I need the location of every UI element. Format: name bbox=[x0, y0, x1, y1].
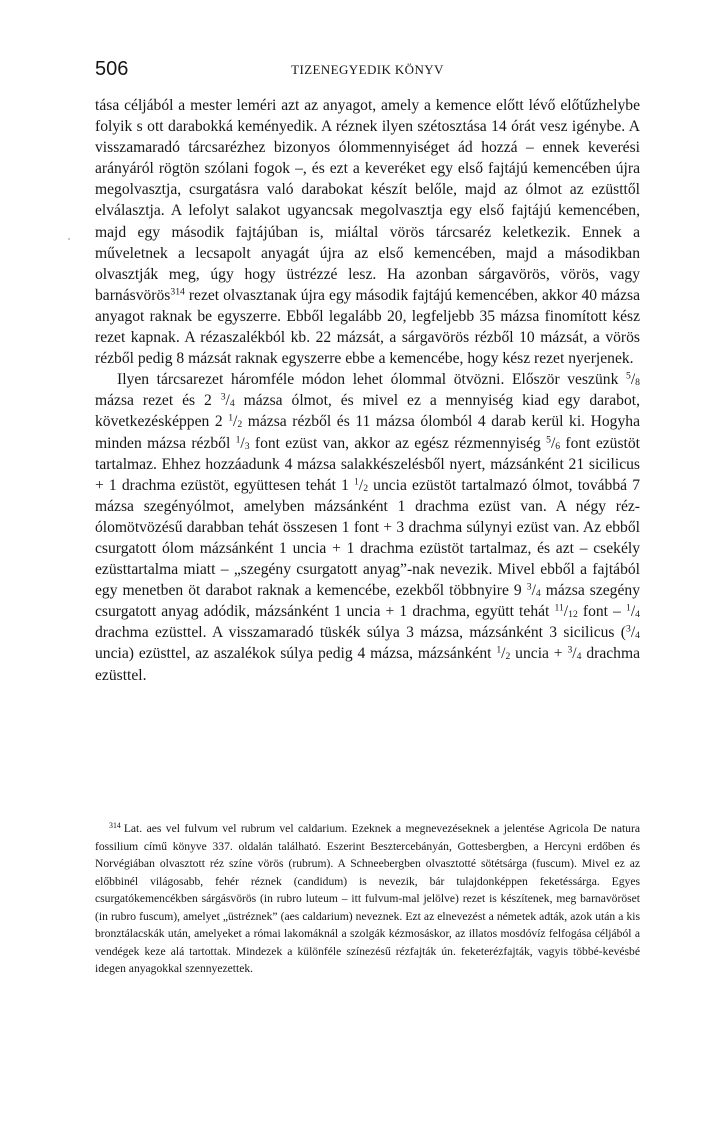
page-header bbox=[95, 58, 640, 80]
paragraph-2 bbox=[95, 369, 640, 685]
p2-text: font – bbox=[577, 603, 626, 621]
fraction-denominator: 4 bbox=[635, 630, 640, 642]
fraction: $^5/_8$ bbox=[626, 370, 640, 389]
fraction-denominator: 8 bbox=[635, 377, 640, 389]
fraction-denominator: 12 bbox=[568, 609, 578, 621]
fraction-numerator: 11 bbox=[554, 602, 564, 614]
paragraph-1-part-a: tása céljából a mester leméri azt az anyagot, amely a kemence előtt lévő előtűzhelybe folyik s ott darabokká keményedik. A réznek ilyen szétosztása 14 órát vesz igénybe. A visszamaradó tárcsarézhez bizonyos ólommennyiséget ád hozzá – ennek keverési arányáról rögtön szólani fogok –, és ezt a keveréket egy első fajtájú kemencében újra megolvasztja, csurgatásra való darabokat készít belőle, majd az ólmot az ezüsttől elválasztja. A lefolyt salakot ugyancsak megolvasztja egy első fajtájú kemencében, majd egy második fajtájúban is, miáltal vörös tárcsaréz keletkezik. Ennek a műveletnek a lecsapolt anyagát újra az első kemencében, majd a másodikban olvasztják meg, úgy hogy üstrézzé lesz. Ha azonban sárgavörös, vörös, vagy barnásvörös bbox=[95, 97, 640, 304]
fraction-numerator: 1 bbox=[354, 476, 359, 488]
p2-text: uncia ezüstöt tartalmazó ólmot, továbbá 7 mázsa szegényólmot, amelyben mázsánként 1 drachma ezüst van. A négy réz-ólomötvözésű darabban tehát összesen 1 font + 3 drachma súlynyi ezüst van. Az ebből csurgatott ólom mázsánként 1 uncia + 1 drachma ezüstöt tartalmaz, és azt – csekély ezüsttartalma miatt – „szegény csurgatott anyag”-nak nevezik. Mivel ebből a fajtából egy menetben öt darabot raknak a kemencébe, ezekből többnyire 9 bbox=[95, 476, 640, 600]
fraction: $^5/_6$ bbox=[546, 434, 561, 452]
footnote-marker: 314 bbox=[109, 821, 121, 831]
fraction: $^3/_4$ bbox=[626, 624, 640, 642]
fraction-numerator: 3 bbox=[526, 581, 532, 593]
paragraph-1 bbox=[95, 95, 640, 369]
fraction-numerator: 5 bbox=[546, 434, 551, 446]
fraction-denominator: 4 bbox=[576, 651, 582, 663]
fraction: $^1/_2$ bbox=[354, 476, 369, 494]
p2-text: mázsa rezet és 2 bbox=[95, 392, 221, 410]
fraction: $^3/_4$ bbox=[220, 392, 235, 410]
fraction-denominator: 4 bbox=[229, 398, 235, 410]
fraction-denominator: 3 bbox=[244, 440, 250, 452]
paragraph-1-part-b: rezet olvasztanak újra egy második fajtájú kemencében, akkor 40 mázsa anyagot raknak be egyszerre. Ebből legalább 20, legfeljebb 35 mázsa finomított kész rezet kapnak. A rézaszalékból kb. 22 mázsát, a sárgavörös rézből 10 mázsát, a vörös rézből pedig 8 mázsát raknak egyszerre ebbe a kemencébe, hogy kész rezet nyerjenek. bbox=[95, 286, 640, 368]
scan-speck bbox=[68, 238, 70, 240]
fraction-denominator: 2 bbox=[505, 651, 511, 663]
p2-text: mázsa ólmot, és mivel ez a mennyiség kiad egy darabot, következésképpen 2 bbox=[95, 392, 640, 431]
fraction-numerator: 1 bbox=[496, 645, 502, 657]
fraction: $^1/_4$ bbox=[626, 602, 640, 621]
fraction-numerator: 3 bbox=[567, 645, 573, 657]
fraction-numerator: 1 bbox=[235, 434, 241, 446]
fraction: $^{11}/_{12}$ bbox=[554, 602, 578, 621]
fraction: $^1/_3$ bbox=[235, 434, 250, 452]
p2-text: font ezüstöt tartalmaz. Ehhez hozzáadunk 4 mázsa salakkészelésből nyert, mázsánként 21 sicilicus + 1 drachma ezüstöt, együttesen tehát 1 bbox=[95, 434, 640, 494]
p2-text: uncia) ezüsttel, az aszalékok súlya pedig 4 mázsa, mázsánként bbox=[95, 645, 497, 663]
page-number: 506 bbox=[95, 58, 129, 80]
fraction-denominator: 4 bbox=[535, 588, 541, 600]
p2-text: mázsa rézből és 11 mázsa ólomból 4 darab kerül ki. Hogyha minden mázsa rézből bbox=[95, 413, 640, 452]
p2-text: Ilyen tárcsarezet háromféle módon lehet ólommal ötvözni. Először veszünk bbox=[117, 371, 626, 389]
fraction-denominator: 4 bbox=[635, 609, 640, 621]
fraction-denominator: 2 bbox=[363, 482, 369, 494]
fraction-denominator: 2 bbox=[237, 419, 243, 431]
p2-text: mázsa szegény csurgatott anyag adódik, mázsánként 1 uncia + 1 drachma, együtt tehát bbox=[95, 582, 640, 621]
p2-text: drachma ezüsttel. bbox=[95, 645, 641, 684]
footnote bbox=[95, 820, 640, 978]
fraction-numerator: 5 bbox=[626, 370, 631, 382]
fraction: $^1/_2$ bbox=[228, 413, 243, 431]
fraction: $^3/_4$ bbox=[526, 581, 541, 600]
fraction-denominator: 6 bbox=[555, 440, 561, 452]
fraction: $^1/_2$ bbox=[496, 645, 511, 663]
p2-text: uncia + bbox=[510, 645, 568, 663]
footnote-reference: 314 bbox=[170, 286, 185, 298]
running-head: TIZENEGYEDIK KÖNYV bbox=[291, 62, 444, 77]
fraction-numerator: 3 bbox=[220, 392, 226, 403]
fraction: $^3/_4$ bbox=[567, 645, 582, 663]
p2-text: drachma ezüsttel. A visszamaradó tüskék súlya 3 mázsa, mázsánként 3 sicilicus ( bbox=[95, 624, 626, 642]
fraction-numerator: 3 bbox=[626, 624, 631, 636]
fraction-numerator: 1 bbox=[626, 602, 631, 614]
footnote-text: Lat. aes vel fulvum vel rubrum vel caldarium. Ezeknek a megnevezéseknek a jelentése Agricola De natura fossilium című könyve 337. oldalán található. Eszerint Besztercebányán, Gottesbergben, a Hercyni erdőben és Norvégiában olvasztott réz színe vörös (rubrum). A Schneebergben olvasztotté sötétsárga (fuscum). Mivel ez az előbbinél világosabb, fehér réznek (candidum) is nevezik, bár tulajdonképpen feketéssárga. Egyes csurgatókemencékben sárgásvörös (in rubro luteum – itt fulvum-mal jelölve) rezet is készítenek, meg barnavöröset (in rubro fuscum), amelyet „üstréznek” (aes caldarium) neveznek. Ezt az elnevezést a németek adták, azok után a kis bronztálacskák után, amelyeket a római lakomáknál a szolgák kézmosáskor, az illatos mosdóvíz felfogása céljából a vendégek keze alá tartottak. Mindezek a különféle színezésű rézfajták ún. feketerézfajták, vagyis többé-kevésbé idegen anyagokkal szennyezettek. bbox=[95, 822, 640, 975]
fraction-numerator: 1 bbox=[228, 413, 234, 425]
main-text bbox=[95, 95, 640, 686]
p2-text: font ezüst van, akkor az egész rézmennyiség bbox=[249, 434, 547, 452]
